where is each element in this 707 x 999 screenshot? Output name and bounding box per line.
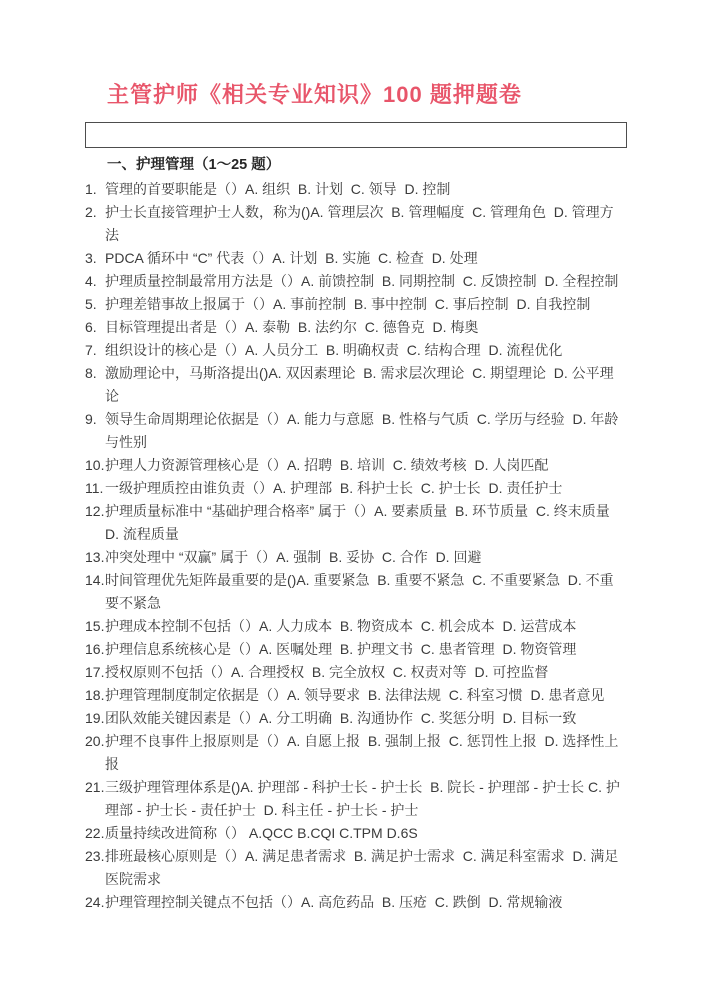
question-text: 激励理论中，马斯洛提出()A. 双因素理论 B. 需求层次理论 C. 期望理论 D. 公平理论 [105, 365, 614, 404]
question-text: 一级护理质控由谁负责（）A. 护理部 B. 科护士长 C. 护士长 D. 责任护士 [105, 480, 563, 496]
question-number: 12. [85, 503, 105, 519]
question-number: 15. [85, 618, 105, 634]
question-number: 7. [85, 342, 97, 358]
question-item [85, 316, 627, 339]
question-text: 目标管理提出者是（）A. 泰勒 B. 法约尔 C. 德鲁克 D. 梅奥 [105, 319, 479, 335]
question-item [85, 293, 627, 316]
question-item [85, 339, 627, 362]
question-text: 护理差错事故上报属于（）A. 事前控制 B. 事中控制 C. 事后控制 D. 自我控制 [105, 296, 591, 312]
question-item [85, 546, 627, 569]
section-heading: 一、护理管理（1～25 题） [107, 157, 281, 173]
question-text: 护理管理控制关键点不包括（）A. 高危药品 B. 压疮 C. 跌倒 D. 常规输液 [105, 894, 563, 910]
question-number: 14. [85, 572, 105, 588]
question-number: 18. [85, 687, 105, 703]
question-item [85, 891, 627, 914]
question-number: 19. [85, 710, 105, 726]
question-number: 2. [85, 204, 97, 220]
question-number: 21. [85, 779, 105, 795]
question-text: 排班最核心原则是（）A. 满足患者需求 B. 满足护士需求 C. 满足科室需求 D. 满足医院需求 [105, 848, 619, 887]
question-text: 管理的首要职能是（）A. 组织 B. 计划 C. 领导 D. 控制 [105, 181, 451, 197]
question-text: 护理不良事件上报原则是（）A. 自愿上报 B. 强制上报 C. 惩罚性上报 D. 选择性上报 [105, 733, 619, 772]
question-number: 17. [85, 664, 105, 680]
question-item [85, 845, 627, 891]
question-item [85, 201, 627, 247]
question-text: 组织设计的核心是（）A. 人员分工 B. 明确权责 C. 结构合理 D. 流程优化 [105, 342, 563, 358]
question-text: 时间管理优先矩阵最重要的是()A. 重要紧急 B. 重要不紧急 C. 不重要紧急 D. 不重要不紧急 [105, 572, 614, 611]
question-text: 护理质量标准中 “基础护理合格率” 属于（）A. 要素质量 B. 环节质量 C. 终末质量 D. 流程质量 [105, 503, 618, 542]
question-text: 领导生命周期理论依据是（）A. 能力与意愿 B. 性格与气质 C. 学历与经验 D. 年龄与性别 [105, 411, 619, 450]
question-item [85, 661, 627, 684]
question-number: 20. [85, 733, 105, 749]
question-item [85, 270, 627, 293]
question-number: 23. [85, 848, 105, 864]
answer-input[interactable] [85, 122, 627, 148]
question-item [85, 569, 627, 615]
question-text: 护理信息系统核心是（）A. 医嘱处理 B. 护理文书 C. 患者管理 D. 物资管理 [105, 641, 577, 657]
question-number: 22. [85, 825, 105, 841]
question-item [85, 730, 627, 776]
question-number: 3. [85, 250, 97, 266]
question-item [85, 477, 627, 500]
question-number: 8. [85, 365, 97, 381]
question-number: 4. [85, 273, 97, 289]
question-item [85, 454, 627, 477]
question-number: 5. [85, 296, 97, 312]
question-item [85, 247, 627, 270]
question-number: 9. [85, 411, 97, 427]
question-item [85, 178, 627, 201]
question-text: 冲突处理中 “双赢” 属于（）A. 强制 B. 妥协 C. 合作 D. 回避 [105, 549, 482, 565]
question-text: 护士长直接管理护士人数，称为()A. 管理层次 B. 管理幅度 C. 管理角色 D. 管理方法 [105, 204, 614, 243]
page-title: 主管护师《相关专业知识》100 题押题卷 [107, 82, 522, 107]
question-item [85, 684, 627, 707]
question-item [85, 362, 627, 408]
question-item [85, 707, 627, 730]
question-text: PDCA 循环中 “C” 代表（）A. 计划 B. 实施 C. 检查 D. 处理 [105, 250, 478, 266]
question-number: 1. [85, 181, 97, 197]
question-number: 10. [85, 457, 105, 473]
question-number: 6. [85, 319, 97, 335]
question-item [85, 776, 627, 822]
question-number: 13. [85, 549, 105, 565]
question-item [85, 615, 627, 638]
question-number: 24. [85, 894, 105, 910]
question-text: 三级护理管理体系是()A. 护理部 - 科护士长 - 护士长 B. 院长 - 护理部 - 护士长 C. 护理部 - 护士长 - 责任护士 D. 科主任 - 护士长 - 护士 [105, 779, 620, 818]
question-number: 11. [85, 480, 104, 496]
question-text: 质量持续改进简称（） A.QCC B.CQI C.TPM D.6S [105, 825, 418, 841]
question-text: 护理人力资源管理核心是（）A. 招聘 B. 培训 C. 绩效考核 D. 人岗匹配 [105, 457, 549, 473]
question-text: 授权原则不包括（）A. 合理授权 B. 完全放权 C. 权责对等 D. 可控监督 [105, 664, 549, 680]
question-item [85, 638, 627, 661]
question-item [85, 408, 627, 454]
question-list [85, 178, 627, 914]
question-text: 护理管理制度制定依据是（）A. 领导要求 B. 法律法规 C. 科室习惯 D. 患者意见 [105, 687, 605, 703]
question-number: 16. [85, 641, 105, 657]
question-text: 护理成本控制不包括（）A. 人力成本 B. 物资成本 C. 机会成本 D. 运营成本 [105, 618, 577, 634]
question-item [85, 500, 627, 546]
question-item [85, 822, 627, 845]
question-text: 护理质量控制最常用方法是（）A. 前馈控制 B. 同期控制 C. 反馈控制 D. 全程控制 [105, 273, 619, 289]
question-text: 团队效能关键因素是（）A. 分工明确 B. 沟通协作 C. 奖惩分明 D. 目标一致 [105, 710, 577, 726]
